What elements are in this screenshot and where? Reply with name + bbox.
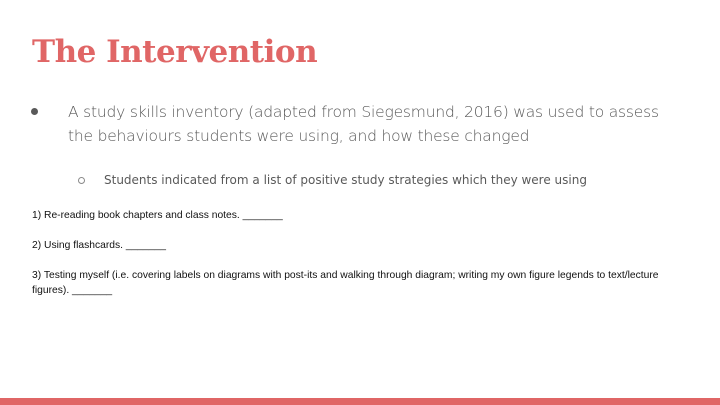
list-item: 1) Re-reading book chapters and class notes. _______ — [32, 210, 283, 221]
list-item: 2) Using flashcards. _______ — [32, 240, 166, 251]
bottom-accent-bar — [0, 398, 720, 405]
hollow-circle-bullet-icon — [78, 177, 85, 184]
main-bullet-text: A study skills inventory (adapted from Siegesmund, 2016) was used to assess the behaviours students were using, and how these changed — [68, 103, 659, 145]
slide-title: The Intervention — [32, 34, 318, 70]
sub-bullet-text: Students indicated from a list of positive study strategies which they were using — [104, 173, 587, 187]
list-item: 3) Testing myself (i.e. covering labels on diagrams with post-its and walking through diagram; writing my own figure legends to text/lecture figures). _______ — [32, 270, 659, 296]
filled-circle-bullet-icon — [31, 108, 38, 115]
